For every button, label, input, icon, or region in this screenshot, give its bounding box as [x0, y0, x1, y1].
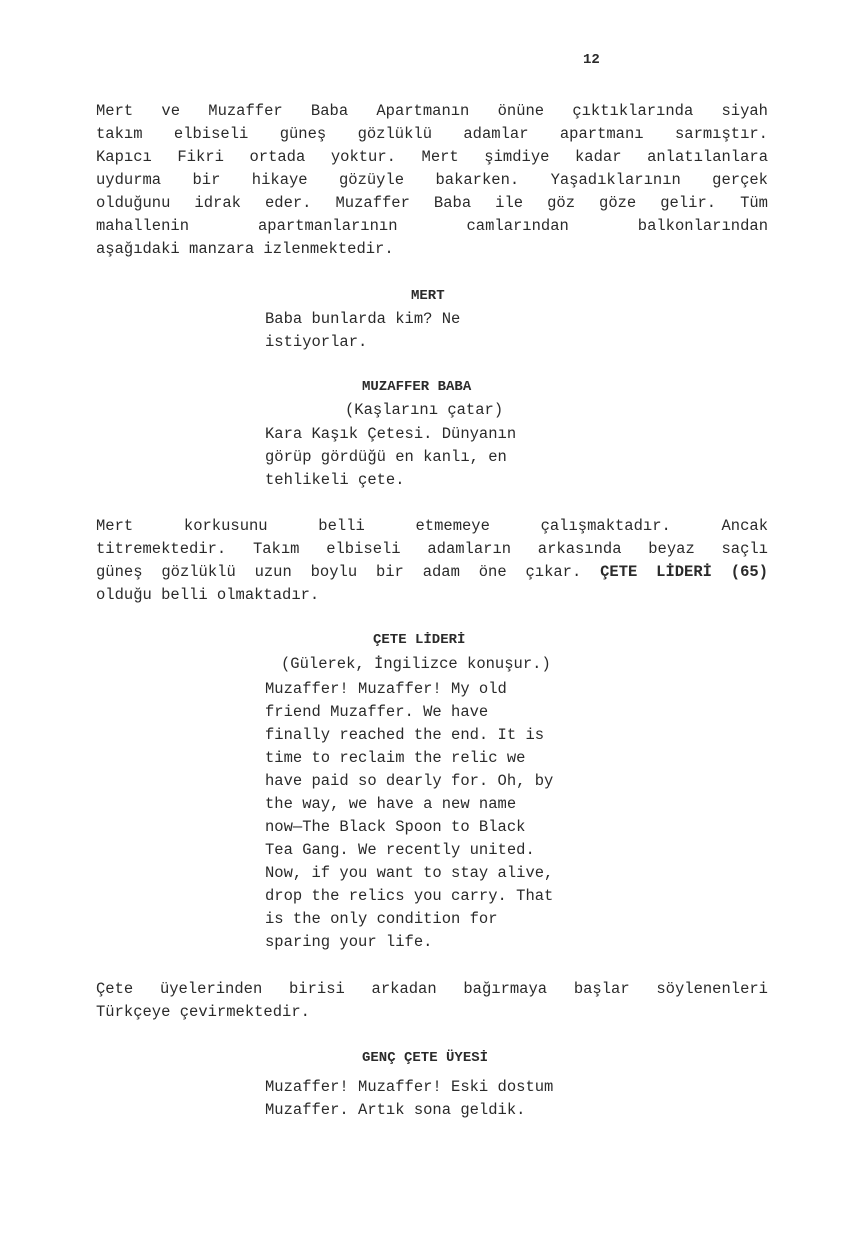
dialogue-line: time to reclaim the relic we: [265, 749, 526, 767]
dialogue-line: Muzaffer! Muzaffer! Eski dostum: [265, 1078, 554, 1096]
character-name: MUZAFFER BABA: [362, 379, 472, 395]
dialogue-line: Kara Kaşık Çetesi. Dünyanın: [265, 425, 517, 443]
character-intro: ÇETE LİDERİ (65): [600, 563, 768, 581]
dialogue-line: Muzaffer. Artık sona geldik.: [265, 1101, 526, 1119]
dialogue-line: Tea Gang. We recently united.: [265, 841, 535, 859]
character-name: ÇETE LİDERİ: [373, 632, 466, 648]
action-line: Türkçeye çevirmektedir.: [96, 1003, 310, 1021]
action-line: uydurma bir hikaye gözüyle bakarken. Yaşadıklarının gerçek: [96, 171, 768, 189]
action-line: takım elbiseli güneş gözlüklü adamlar apartmanı sarmıştır.: [96, 125, 768, 143]
action-line: titremektedir. Takım elbiseli adamların arkasında beyaz saçlı: [96, 540, 768, 558]
dialogue-line: Now, if you want to stay alive,: [265, 864, 554, 882]
parenthetical: (Kaşlarını çatar): [345, 401, 504, 419]
dialogue-line: friend Muzaffer. We have: [265, 703, 489, 721]
action-line: [96, 561, 768, 584]
dialogue-line: istiyorlar.: [265, 333, 368, 351]
dialogue-line: sparing your life.: [265, 933, 433, 951]
dialogue-line: the way, we have a new name: [265, 795, 517, 813]
page-number: 12: [583, 52, 600, 68]
dialogue-line: tehlikeli çete.: [265, 471, 405, 489]
action-paragraph: [96, 978, 768, 1024]
character-name: MERT: [411, 288, 445, 304]
parenthetical: (Gülerek, İngilizce konuşur.): [281, 655, 551, 673]
dialogue: [265, 678, 553, 954]
action-line: olduğunu idrak eder. Muzaffer Baba ile göz göze gelir. Tüm: [96, 194, 768, 212]
action-line: Mert korkusunu belli etmemeye çalışmaktadır. Ancak: [96, 517, 768, 535]
dialogue: [265, 308, 460, 354]
dialogue-line: have paid so dearly for. Oh, by: [265, 772, 554, 790]
action-line: aşağıdaki manzara izlenmektedir.: [96, 240, 394, 258]
dialogue-line: finally reached the end. It is: [265, 726, 545, 744]
action-text: güneş gözlüklü uzun boylu bir adam öne çıkar.: [96, 563, 601, 581]
action-paragraph: [96, 100, 768, 261]
dialogue: [265, 1076, 553, 1122]
dialogue-line: is the only condition for: [265, 910, 498, 928]
action-paragraph: [96, 515, 768, 607]
dialogue-line: Baba bunlarda kim? Ne: [265, 310, 461, 328]
dialogue-line: Muzaffer! Muzaffer! My old: [265, 680, 507, 698]
dialogue: [265, 423, 516, 492]
dialogue-line: drop the relics you carry. That: [265, 887, 554, 905]
character-name: GENÇ ÇETE ÜYESİ: [362, 1050, 489, 1066]
action-line: Mert ve Muzaffer Baba Apartmanın önüne çıktıklarında siyah: [96, 102, 768, 120]
dialogue-line: görüp gördüğü en kanlı, en: [265, 448, 507, 466]
action-line: Kapıcı Fikri ortada yoktur. Mert şimdiye kadar anlatılanlara: [96, 148, 768, 166]
action-line: olduğu belli olmaktadır.: [96, 586, 320, 604]
action-line: mahallenin apartmanlarının camlarından balkonlarından: [96, 217, 768, 235]
dialogue-line: now—The Black Spoon to Black: [265, 818, 526, 836]
action-line: Çete üyelerinden birisi arkadan bağırmaya başlar söylenenleri: [96, 980, 768, 998]
